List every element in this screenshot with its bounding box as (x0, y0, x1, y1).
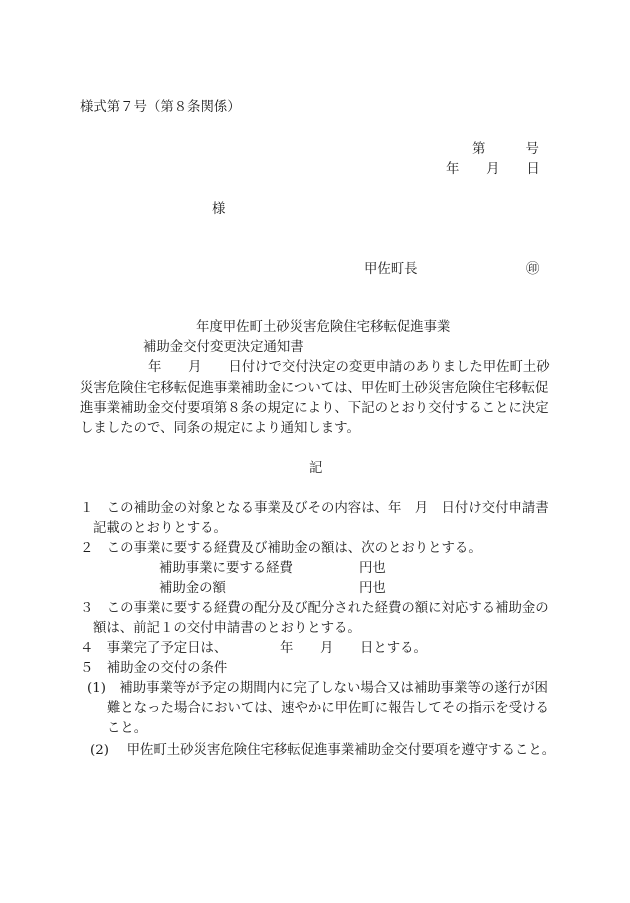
item-5: ５ 補助金の交付の条件 (80, 661, 228, 676)
issuer-name: 甲佐町長 (364, 262, 418, 277)
cost-label: 補助事業に要する経費 (159, 561, 293, 576)
condition-1-line-3: こと。 (107, 721, 148, 736)
item-4-suffix: 日とする。 (360, 641, 427, 656)
body-line-1: 年 月 日付けで交付決定の変更申請のありました甲佐町土砂 (148, 360, 550, 375)
item-1-line-2: 記載のとおりとする。 (93, 521, 227, 536)
item-4-month: 月 (320, 641, 334, 656)
document-date: 年 月 日 (446, 162, 540, 177)
form-label: 様式第７号（第８条関係） (80, 100, 241, 115)
cost-unit: 円也 (359, 561, 386, 576)
ki-heading: 記 (309, 461, 323, 476)
item-4-prefix: ４ 事業完了予定日は、 (80, 641, 228, 656)
document-number: 第 号 (472, 142, 539, 157)
subsidy-unit: 円也 (359, 581, 386, 596)
title-line-2: 補助金交付変更決定通知書 (143, 340, 304, 355)
item-3-line-2: 額は、前記１の交付申請書のとおりとする。 (93, 621, 361, 636)
condition-1-line-1: (1) 補助事業等が予定の期間内に完了しない場合又は補助事業等の遂行が困 (87, 681, 548, 696)
item-3-line-1: ３ この事業に要する経費の配分及び配分された経費の額に対応する補助金の (80, 601, 549, 616)
item-1-line-1: １ この補助金の対象となる事業及びその内容は、年 月 日付け交付申請書 (80, 501, 549, 516)
title-line-1: 年度甲佐町土砂災害危険住宅移転促進事業 (196, 320, 451, 335)
body-line-2: 災害危険住宅移転促進事業補助金については、甲佐町土砂災害危険住宅移転促 (80, 381, 549, 396)
body-line-4: しましたので、同条の規定により通知します。 (80, 421, 360, 436)
condition-1-line-2: 難となった場合においては、速やかに甲佐町に報告してその指示を受ける (107, 701, 549, 716)
item-4-year: 年 (280, 641, 294, 656)
subsidy-label: 補助金の額 (159, 581, 226, 596)
recipient-suffix: 様 (212, 202, 226, 217)
item-2: ２ この事業に要する経費及び補助金の額は、次のとおりとする。 (80, 541, 482, 556)
body-line-3: 進事業補助金交付要項第８条の規定により、下記のとおり交付することに決定 (80, 401, 549, 416)
condition-2: (2) 甲佐町土砂災害危険住宅移転促進事業補助金交付要項を遵守すること。 (90, 743, 556, 758)
seal-mark: ㊞ (526, 262, 540, 277)
